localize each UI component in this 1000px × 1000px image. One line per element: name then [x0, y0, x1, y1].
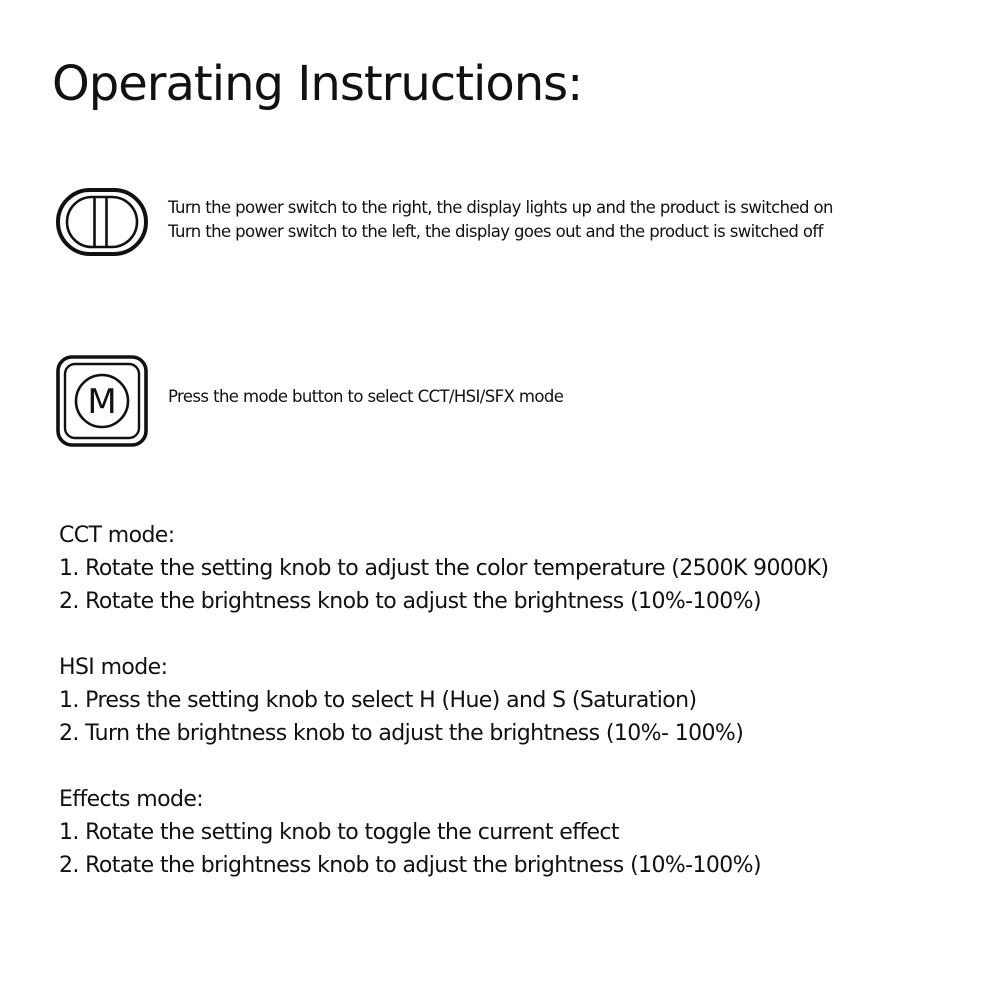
mode-button-icon	[56, 355, 148, 447]
hsi-step-1: 1. Press the setting knob to select H (Hue) and S (Saturation)	[59, 688, 697, 713]
effects-step-1: 1. Rotate the setting knob to toggle the current effect	[59, 820, 619, 845]
hsi-mode-section	[59, 651, 743, 750]
power-switch-icon	[56, 188, 148, 256]
page-title: Operating Instructions:	[52, 56, 583, 112]
effects-mode-heading: Effects mode:	[59, 787, 204, 812]
cct-step-2: 2. Rotate the brightness knob to adjust the brightness (10%-100%)	[59, 589, 761, 614]
hsi-step-2: 2. Turn the brightness knob to adjust the brightness (10%- 100%)	[59, 721, 744, 746]
mode-button-text: Press the mode button to select CCT/HSI/SFX mode	[168, 387, 564, 406]
cct-mode-heading: CCT mode:	[59, 523, 175, 548]
mode-button-letter: M	[87, 382, 117, 422]
effects-step-2: 2. Rotate the brightness knob to adjust the brightness (10%-100%)	[59, 853, 761, 878]
hsi-mode-heading: HSI mode:	[59, 655, 168, 680]
power-switch-instructions	[168, 196, 833, 244]
mode-button-instructions	[168, 385, 563, 409]
cct-mode-section	[59, 519, 828, 618]
effects-mode-section	[59, 783, 761, 882]
power-switch-off-text: Turn the power switch to the left, the display goes out and the product is switched off	[168, 222, 823, 241]
cct-step-1: 1. Rotate the setting knob to adjust the color temperature (2500K 9000K)	[59, 556, 829, 581]
power-switch-on-text: Turn the power switch to the right, the display lights up and the product is switched on	[168, 198, 833, 217]
